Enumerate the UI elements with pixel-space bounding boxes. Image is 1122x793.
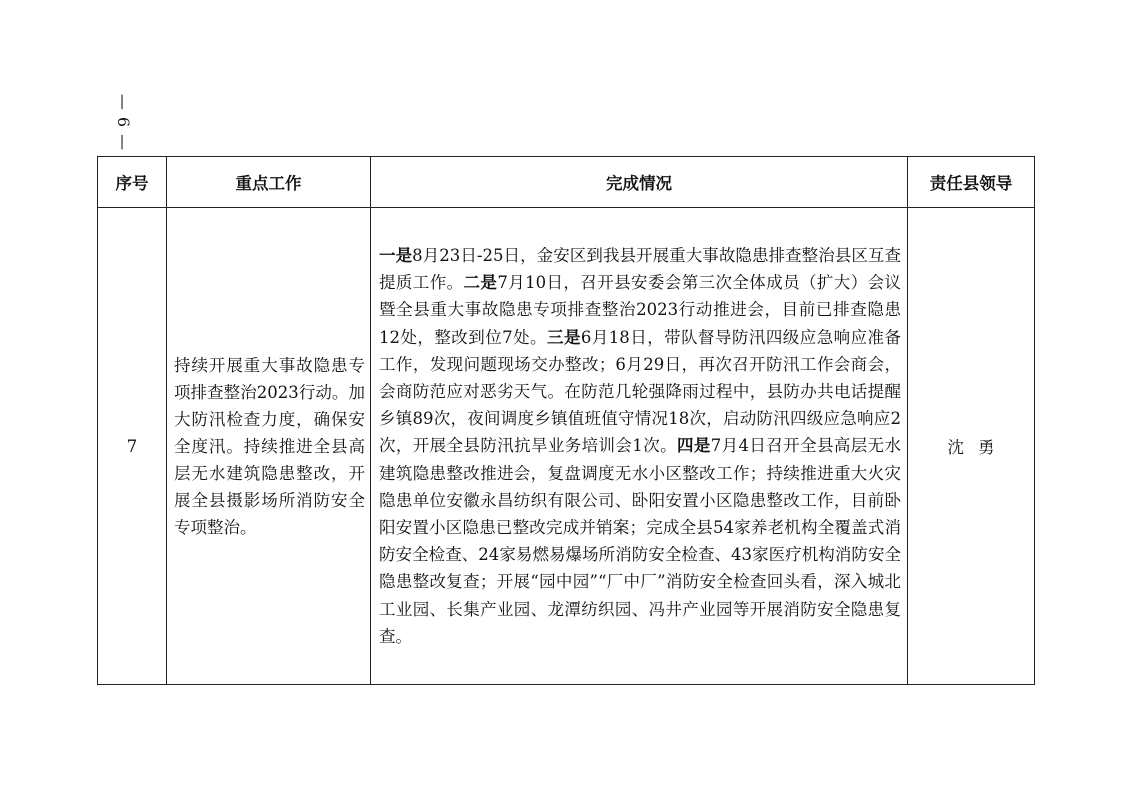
cell-task: 持续开展重大事故隐患专项排查整治2023行动。加大防汛检查力度，确保安全度汛。持续推进全县高层无水建筑隐患整改，开展全县摄影场所消防安全专项整治。 [167,208,371,685]
page-number-text: — 6 — [114,93,134,151]
status-item-2-text: 6月18日，带队督导防汛四级应急响应准备工作，发现问题现场交办整改；6月29日，再次召开防汛工作会商会，会商防范应对恶劣天气。在防范几轮强降雨过程中，县防办共电话提醒乡镇89次，夜间调度乡镇值班值守情况18次，启动防汛四级应急响应2次，开展全县防汛抗旱业务培训会1次。 [379,327,901,456]
status-item-1-label: 二是 [463,273,498,293]
work-table [97,156,1035,685]
header-task: 重点工作 [167,157,371,208]
status-item-0-text: 8月23日-25日，金安区到我县开展重大事故隐患排查整治县区互查提质工作。 [379,245,901,293]
status-item-3-label: 四是 [676,436,711,456]
table-row [98,208,1035,685]
page-number [104,93,144,151]
cell-leader: 沈勇 [908,208,1035,685]
header-status: 完成情况 [371,157,908,208]
cell-seq: 7 [98,208,167,685]
status-item-2-label: 三是 [547,327,581,347]
table-header-row [98,157,1035,208]
cell-status [371,208,908,685]
status-item-3-text: 7月4日召开全县高层无水建筑隐患整改推进会，复盘调度无水小区整改工作；持续推进重大火灾隐患单位安徽永昌纺织有限公司、卧阳安置小区隐患整改工作，目前卧阳安置小区隐患已整改完成并销案；完成全县54家养老机构全覆盖式消防安全检查、24家易燃易爆场所消防安全检查、43家医疗机构消防安全隐患整改复查；开展“园中园”“厂中厂”消防安全检查回头看，深入城北工业园、长集产业园、龙潭纺织园、冯井产业园等开展消防安全隐患复查。 [379,436,902,646]
status-item-0-label: 一是 [379,245,413,265]
status-item-1-text: 7月10日，召开县安委会第三次全体成员（扩大）会议暨全县重大事故隐患专项排查整治2023行动推进会，目前已排查隐患12处，整改到位7处。 [379,273,902,347]
header-leader: 责任县领导 [908,157,1035,208]
header-seq: 序号 [98,157,167,208]
